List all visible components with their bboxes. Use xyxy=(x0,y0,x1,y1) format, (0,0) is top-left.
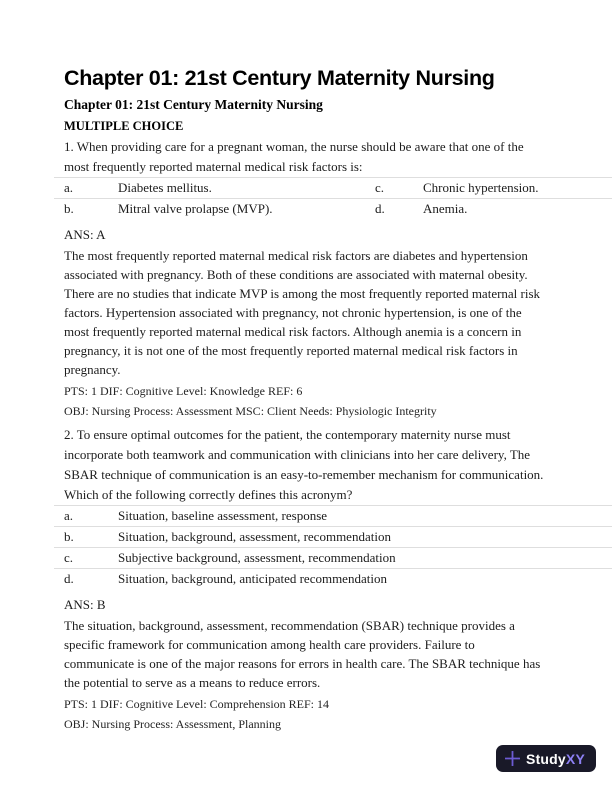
option-letter: b. xyxy=(64,201,74,216)
question-2-answer: ANS: B xyxy=(64,597,106,612)
option-c xyxy=(54,550,612,566)
question-1-options xyxy=(54,177,612,219)
option-letter: c. xyxy=(64,550,74,565)
option-row xyxy=(54,547,612,568)
option-a xyxy=(54,180,375,196)
question-2-options xyxy=(54,505,612,589)
page-title: Chapter 01: 21st Century Maternity Nursing xyxy=(64,66,495,90)
question-1-number: 1. xyxy=(64,139,74,154)
option-d xyxy=(375,201,612,217)
option-letter: a. xyxy=(64,508,74,523)
plus-icon xyxy=(505,751,520,766)
brand-accent: XY xyxy=(565,750,585,767)
question-1 xyxy=(64,137,546,177)
option-text: Situation, baseline assessment, response xyxy=(118,508,328,523)
option-c xyxy=(375,180,612,196)
option-row xyxy=(54,568,612,589)
question-1-answer: ANS: A xyxy=(64,227,106,242)
option-text: Chronic hypertension. xyxy=(423,180,539,195)
question-2-text: To ensure optimal outcomes for the patient, the contemporary maternity nurse must incorporate both teamwork and communication with clinicians into her care delivery, The SBAR technique of communication is an easy-to-remember mechanism for communication. Which of the following correctly defines this acronym? xyxy=(64,427,544,502)
option-letter: d. xyxy=(375,201,385,216)
question-1-text: When providing care for a pregnant woman, the nurse should be aware that one of the most frequently reported maternal medical risk factors is: xyxy=(64,139,524,174)
option-text: Anemia. xyxy=(423,201,468,216)
option-letter: b. xyxy=(64,529,74,544)
question-2 xyxy=(64,425,546,505)
question-1-rationale: The most frequently reported maternal medical risk factors are diabetes and hypertension associated with pregnancy. Both of these conditions are associated with maternal obesity. There are no studies that indicate MVP is among the most frequently reported maternal risk factors. Hypertension associated with pregnancy, not chronic hypertension, is one of the most frequently reported maternal medical risk factors. Although anemia is a concern in pregnancy, it is not one of the most frequently reported maternal medical risk factors in pregnancy. xyxy=(64,248,541,377)
option-text: Mitral valve prolapse (MVP). xyxy=(118,201,273,216)
studyxy-badge xyxy=(496,745,596,772)
question-1-pts: PTS: 1 DIF: Cognitive Level: Knowledge REF: 6 xyxy=(64,384,303,398)
question-2-obj: OBJ: Nursing Process: Assessment, Planning xyxy=(64,717,282,731)
option-row xyxy=(54,526,612,547)
section-label: MULTIPLE CHOICE xyxy=(64,119,184,133)
option-letter: a. xyxy=(64,180,74,195)
question-1-obj: OBJ: Nursing Process: Assessment MSC: Client Needs: Physiologic Integrity xyxy=(64,404,437,418)
option-row xyxy=(54,177,612,198)
option-b xyxy=(54,201,375,217)
option-text: Diabetes mellitus. xyxy=(118,180,212,195)
option-row xyxy=(54,198,612,219)
brand-primary: Study xyxy=(526,750,566,767)
option-d xyxy=(54,571,612,587)
option-text: Subjective background, assessment, recommendation xyxy=(118,550,396,565)
option-letter: d. xyxy=(64,571,74,586)
option-text: Situation, background, assessment, recommendation xyxy=(118,529,391,544)
option-a xyxy=(54,508,612,524)
option-text: Situation, background, anticipated recommendation xyxy=(118,571,387,586)
option-b xyxy=(54,529,612,545)
option-row xyxy=(54,505,612,526)
chapter-subtitle: Chapter 01: 21st Century Maternity Nursing xyxy=(64,97,323,112)
question-2-rationale: The situation, background, assessment, recommendation (SBAR) technique provides a specific framework for communication among health care providers. Failure to communicate is one of the major reasons for errors in health care. The SBAR technique has the potential to serve as a means to reduce errors. xyxy=(64,618,541,690)
brand-text xyxy=(526,751,585,767)
question-2-number: 2. xyxy=(64,427,74,442)
option-letter: c. xyxy=(375,180,385,195)
question-2-pts: PTS: 1 DIF: Cognitive Level: Comprehension REF: 14 xyxy=(64,697,329,711)
